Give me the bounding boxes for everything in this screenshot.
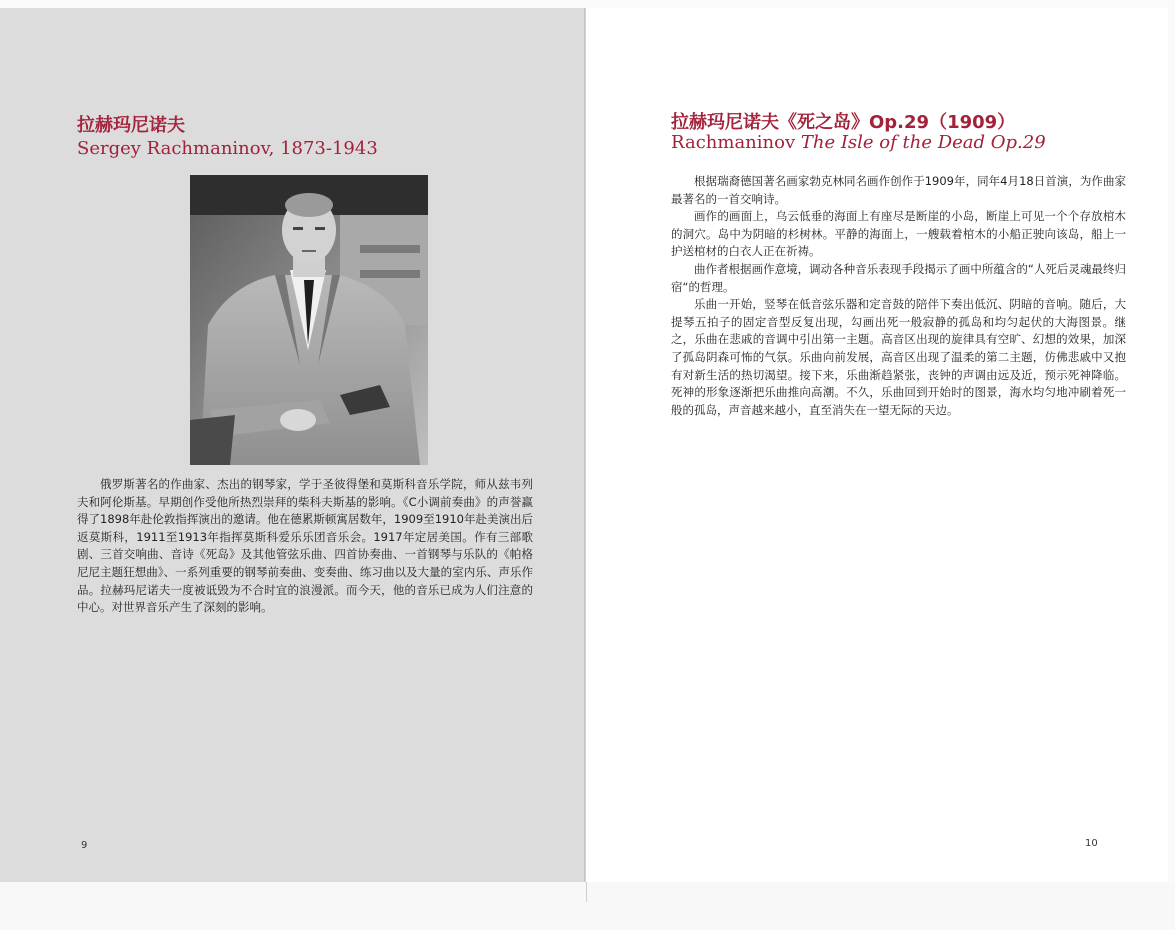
page-number-right: 10 [1085, 838, 1098, 849]
bio-paragraph: 俄罗斯著名的作曲家、杰出的钢琴家，学于圣彼得堡和莫斯科音乐学院，师从兹韦列夫和阿伦斯基。早期创作受他所热烈崇拜的柴科夫斯基的影响。《C小调前奏曲》的声誉赢得了1898年赴伦敦指挥演出的邀请。他在德累斯顿寓居数年，1909至1910年赴美演出后返莫斯科，1911至1913年指挥莫斯科爱乐乐团音乐会。1917年定居美国。作有三部歌剧、三首交响曲、音诗《死岛》及其他管弦乐曲、四首协奏曲、一首钢琴与乐队的《帕格尼尼主题狂想曲》、一系列重要的钢琴前奏曲、变奏曲、练习曲以及大量的室内乐、声乐作品。拉赫玛尼诺夫一度被诋毁为不合时宜的浪漫派。而今天，他的音乐已成为人们注意的中心。对世界音乐产生了深刻的影响。 [77, 477, 533, 615]
work-title-en [671, 132, 1046, 153]
scan-bottom-margin [0, 882, 1175, 930]
composer-title-en: Sergey Rachmaninov, 1873-1943 [77, 138, 378, 159]
right-page [586, 8, 1168, 882]
description-paragraph: 曲作者根据画作意境，调动各种音乐表现手段揭示了画中所蕴含的“人死后灵魂最终归宿“的哲理。 [671, 261, 1126, 294]
left-page [0, 8, 586, 882]
work-description [671, 173, 1126, 419]
description-paragraph: 根据瑞裔德国著名画家勃克林同名画作创作于1909年，同年4月18日首演，为作曲家最著名的一首交响诗。 [671, 174, 1126, 206]
work-title-en-work: The Isle of the Dead Op.29 [800, 132, 1046, 153]
composer-portrait [190, 175, 428, 465]
work-title-zh: 拉赫玛尼诺夫《死之岛》Op.29（1909） [671, 112, 1016, 133]
composer-title-zh: 拉赫玛尼诺夫 [77, 115, 185, 136]
description-paragraph: 乐曲一开始，竖琴在低音弦乐器和定音鼓的陪伴下奏出低沉、阴暗的音响。随后，大提琴五拍子的固定音型反复出现，勾画出死一般寂静的孤岛和均匀起伏的大海图景。继之，乐曲在悲戚的音调中引出第一主题。高音区出现的旋律具有空旷、幻想的效果，加深了孤岛阴森可怖的气氛。乐曲向前发展，高音区出现了温柔的第二主题，仿佛悲戚中又抱有对新生活的热切渴望。接下来，乐曲渐趋紧张，丧钟的声调由远及近，预示死神降临。死神的形象逐渐把乐曲推向高潮。不久，乐曲回到开始时的图景，海水均匀地冲刷着死一般的孤岛，声音越来越小，直至消失在一望无际的天边。 [671, 297, 1126, 417]
page-number-left: 9 [81, 840, 88, 851]
work-title-en-composer: Rachmaninov [671, 132, 801, 153]
fold-line [586, 882, 587, 902]
composer-bio [77, 476, 533, 617]
description-paragraph: 画作的画面上，乌云低垂的海面上有座尽是断崖的小岛，断崖上可见一个个存放棺木的洞穴。岛中为阴暗的杉树林。平静的海面上，一艘载着棺木的小船正驶向该岛，船上一护送棺材的白衣人正在祈祷。 [671, 209, 1126, 259]
portrait-photo [190, 175, 428, 465]
